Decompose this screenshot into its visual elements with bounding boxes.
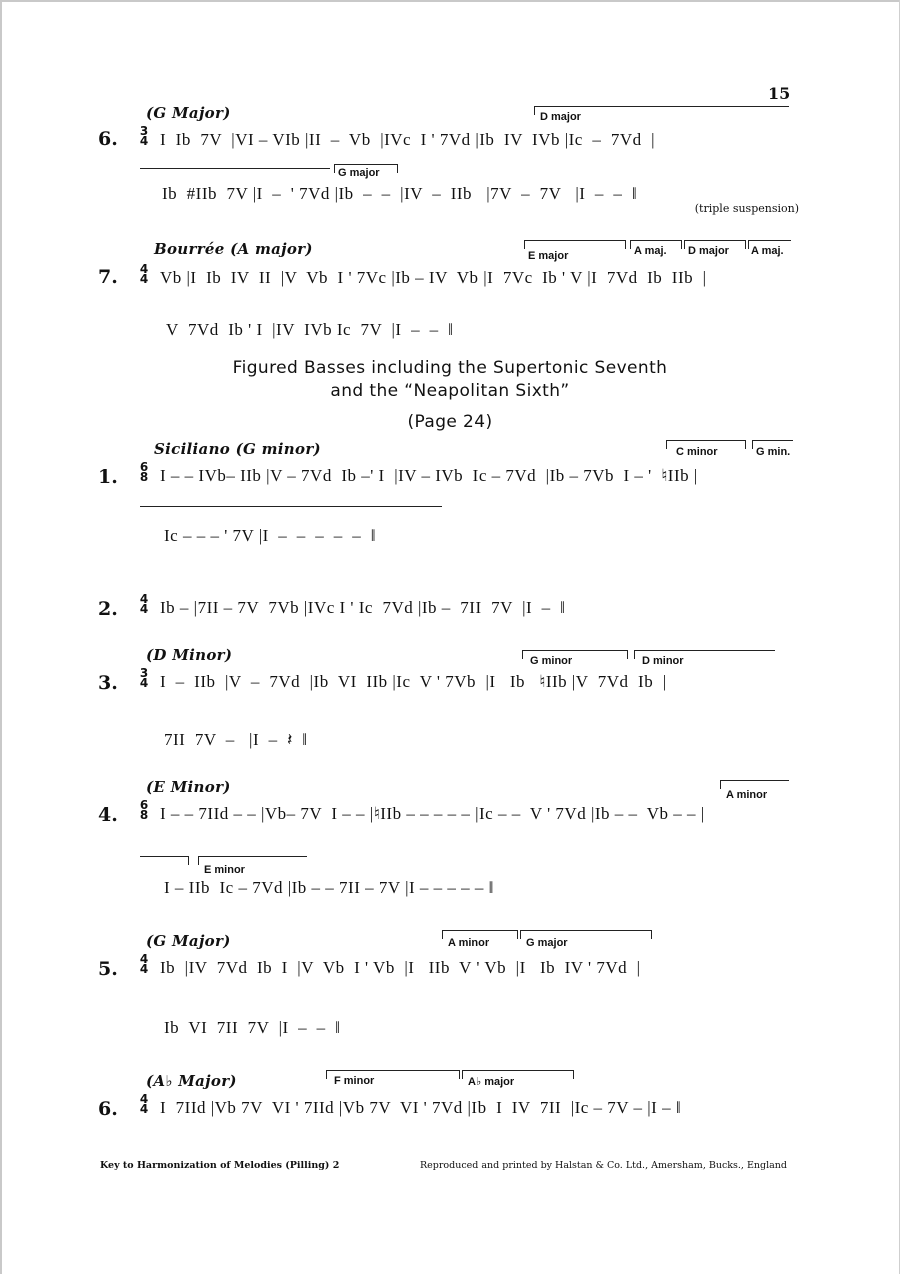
key-label: (G Major) — [146, 104, 231, 122]
time-signature: 3 4 — [139, 666, 149, 690]
region-label: A minor — [448, 937, 490, 949]
footer-title: Key to Harmonization of Melodies (Pilling) 2 — [100, 1160, 340, 1171]
page-border-left — [0, 0, 2, 1274]
numeral-line-2: Ic – – – ' 7V |I – – – – – ‖ — [164, 526, 377, 545]
exercise-number: 3. — [98, 672, 118, 694]
numeral-line-2: I – IIb Ic – 7Vd |Ib – – 7II – 7V |I – – – – – ‖ — [164, 878, 494, 897]
key-label: (E Minor) — [146, 778, 231, 796]
region-bracket — [140, 856, 189, 865]
time-signature: 3 4 — [139, 124, 149, 148]
region-bracket — [720, 780, 789, 789]
region-label: A maj. — [751, 245, 784, 257]
footer-printer: Reproduced and printed by Halstan & Co. Ltd., Amersham, Bucks., England — [420, 1160, 788, 1171]
numeral-line-1: I 7IId |Vb 7V VI ' 7IId |Vb 7V VI ' 7Vd |Ib I IV 7II |Ic – 7V – |I – ‖ — [160, 1098, 682, 1117]
exercise-number: 6. — [98, 128, 118, 150]
region-label: C minor — [676, 446, 718, 458]
heading-line-1: Figured Basses including the Supertonic Seventh — [232, 358, 668, 378]
region-label: A♭ major — [468, 1076, 515, 1088]
region-label: G major — [338, 167, 380, 179]
exercise-number: 4. — [98, 804, 118, 826]
numeral-line-1: Vb |I Ib IV II |V Vb I ' 7Vc |Ib – IV Vb |I 7Vc Ib ' V |I 7Vd Ib IIb | — [160, 268, 707, 287]
region-bracket — [524, 240, 626, 249]
page-number: 15 — [768, 84, 791, 103]
key-label: Bourrée (A major) — [154, 240, 313, 258]
numeral-line-2: Ib VI 7II 7V |I – – ‖ — [164, 1018, 341, 1037]
page-border-top — [0, 0, 900, 2]
time-signature: 4 4 — [139, 1092, 149, 1116]
exercise-number: 1. — [98, 466, 118, 488]
time-signature: 6 8 — [139, 798, 149, 822]
key-label: Siciliano (G minor) — [154, 440, 321, 458]
region-label: A maj. — [634, 245, 667, 257]
numeral-line-2: 7II 7V – |I – 𝄽 ‖ — [164, 730, 308, 749]
region-label: E minor — [204, 864, 245, 876]
time-signature: 4 4 — [139, 952, 149, 976]
region-label: G minor — [530, 655, 573, 667]
exercise-number: 7. — [98, 266, 118, 288]
time-signature: 6 8 — [139, 460, 149, 484]
region-label: A minor — [726, 789, 768, 801]
exercise-number: 6. — [98, 1098, 118, 1120]
region-label: F minor — [334, 1075, 375, 1087]
region-label: G major — [526, 937, 568, 949]
region-label: D minor — [642, 655, 684, 667]
numeral-line-1: I – – IVb– IIb |V – 7Vd Ib –' I |IV – IVb Ic – 7Vd |Ib – 7Vb I – ' ♮IIb | — [160, 466, 698, 485]
region-label: G min. — [756, 446, 791, 458]
key-label: (A♭ Major) — [146, 1072, 237, 1090]
heading-page-ref: (Page 24) — [407, 412, 493, 432]
time-signature: 4 4 — [139, 262, 149, 286]
numeral-line-1: I – IIb |V – 7Vd |Ib VI IIb |Ic V ' 7Vb |I Ib ♮IIb |V 7Vd Ib | — [160, 672, 667, 691]
region-label: D major — [540, 111, 581, 123]
numeral-line-2: V 7Vd Ib ' I |IV IVb Ic 7V |I – – ‖ — [166, 320, 454, 339]
suspension-note: (triple suspension) — [694, 202, 799, 215]
numeral-line-1: Ib – |7II – 7V 7Vb |IVc I ' Ic 7Vd |Ib – 7II 7V |I – ‖ — [160, 598, 566, 617]
numeral-line-1: I – – 7IId – – |Vb– 7V I – – |♮IIb – – – – – |Ic – – V ' 7Vd |Ib – – Vb – – | — [160, 804, 705, 823]
exercise-number: 5. — [98, 958, 118, 980]
key-label: (G Major) — [146, 932, 231, 950]
exercise-number: 2. — [98, 598, 118, 620]
region-continuation — [140, 168, 330, 169]
numeral-line-2: Ib #IIb 7V |I – ' 7Vd |Ib – – |IV – IIb |7V – 7V |I – – ‖ — [162, 184, 638, 203]
region-label: D major — [688, 245, 729, 257]
region-continuation — [140, 506, 442, 507]
numeral-line-1: Ib |IV 7Vd Ib I |V Vb I ' Vb |I IIb V ' Vb |I Ib IV ' 7Vd | — [160, 958, 641, 977]
region-label: E major — [528, 250, 569, 262]
key-label: (D Minor) — [146, 646, 233, 664]
numeral-line-1: I Ib 7V |VI – VIb |II – Vb |IVc I ' 7Vd |Ib IV IVb |Ic – 7Vd | — [160, 130, 656, 149]
time-signature: 4 4 — [139, 592, 149, 616]
heading-line-2: and the “Neapolitan Sixth” — [330, 381, 570, 401]
